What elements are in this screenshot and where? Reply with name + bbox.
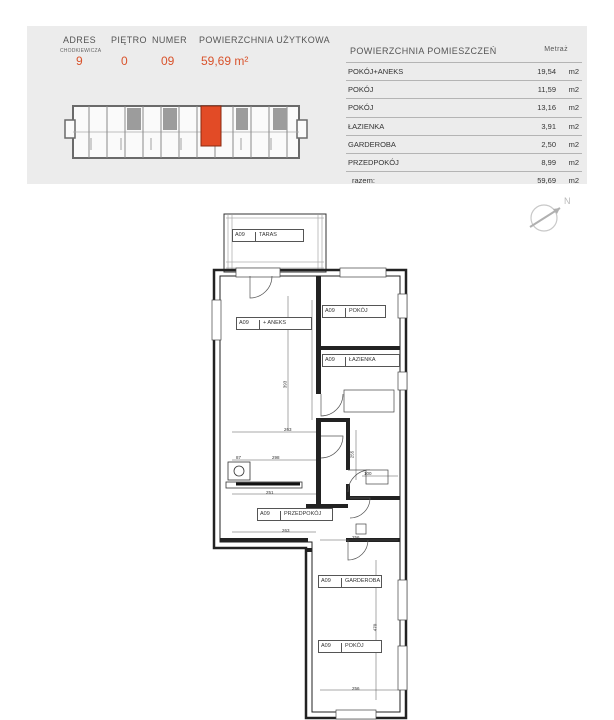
street-name: CHODKIEWICZA [60, 48, 102, 54]
address-label: ADRES [63, 35, 97, 45]
area-column-header: Metraż [544, 46, 568, 53]
compass-north-label: N [564, 196, 571, 206]
room-unit: m2 [568, 103, 579, 113]
room-area: 11,59 [537, 85, 556, 95]
dimension-text: 87 [236, 455, 242, 460]
kitchen-counter [226, 462, 302, 488]
room-area: 19,54 [537, 67, 556, 76]
total-unit: m2 [568, 176, 579, 186]
dimension-text: 256 [352, 535, 360, 540]
room-code: A09 [258, 511, 281, 521]
dimension-text: 100 [364, 471, 372, 476]
room-name: TARAS [259, 232, 277, 238]
address-value: 9 [76, 54, 83, 68]
room-area: 2,50 [541, 139, 556, 149]
room-name: POKÓJ [348, 85, 374, 95]
dimension-text: 470 [372, 623, 378, 632]
dimension-text: 251 [266, 490, 274, 495]
room-area: 3,91 [541, 121, 556, 131]
total-label: razem: [352, 176, 375, 186]
room-code: A09 [323, 308, 346, 318]
room-name: + ANEKS [263, 320, 287, 326]
room-label-wardrobe [318, 575, 382, 588]
dimension-text: 255 [349, 450, 355, 459]
dimension-text: 256 [352, 686, 360, 691]
number-value: 09 [161, 54, 175, 68]
room-code: A09 [233, 232, 256, 242]
total-area: 59,69 [537, 176, 556, 186]
room-area: 13,16 [537, 103, 556, 113]
room-name: ŁAZIENKA [349, 357, 376, 363]
dimension-text: 263 [282, 528, 290, 533]
room-unit: m2 [568, 121, 579, 131]
room-name: POKÓJ [349, 308, 368, 314]
room-code: A09 [237, 320, 260, 330]
usable-area-value: 59,69 m² [201, 54, 249, 68]
usable-area-label: POWIERZCHNIA UŻYTKOWA [199, 35, 331, 45]
floor-label: PIĘTRO [111, 35, 147, 45]
room-unit: m2 [568, 157, 579, 167]
room-label-room [322, 305, 386, 318]
room-name: POKÓJ+ANEKS [348, 67, 404, 76]
room-unit: m2 [568, 139, 579, 149]
room-name: PRZEDPOKÓJ [348, 157, 399, 167]
dimension-text: 393 [282, 380, 288, 389]
floor-value: 0 [121, 54, 128, 68]
number-label: NUMER [152, 35, 187, 45]
dimension-text: 298 [272, 455, 280, 460]
room-name: POKÓJ [345, 643, 364, 649]
room-code: A09 [319, 578, 342, 588]
room-unit: m2 [568, 67, 579, 76]
room-name: GARDEROBA [348, 139, 396, 149]
room-name: PRZEDPOKÓJ [284, 511, 322, 517]
bathroom-fixtures [344, 390, 394, 534]
room-name: GARDEROBA [345, 578, 381, 584]
room-code: A09 [323, 357, 346, 367]
room-code: A09 [319, 643, 342, 653]
room-name: POKÓJ [348, 103, 374, 113]
room-table-title: POWIERZCHNIA POMIESZCZEŃ [350, 46, 497, 56]
room-label-bedroom [318, 640, 382, 653]
room-label-bathroom [322, 354, 400, 367]
room-label-terrace [232, 229, 304, 242]
room-area: 8,99 [541, 157, 556, 167]
room-unit: m2 [568, 85, 579, 95]
terrace [224, 214, 326, 272]
dimension-text: 263 [284, 427, 292, 432]
room-label-hallway [257, 508, 333, 521]
room-label-living [236, 317, 312, 330]
room-name: ŁAZIENKA [348, 121, 385, 131]
